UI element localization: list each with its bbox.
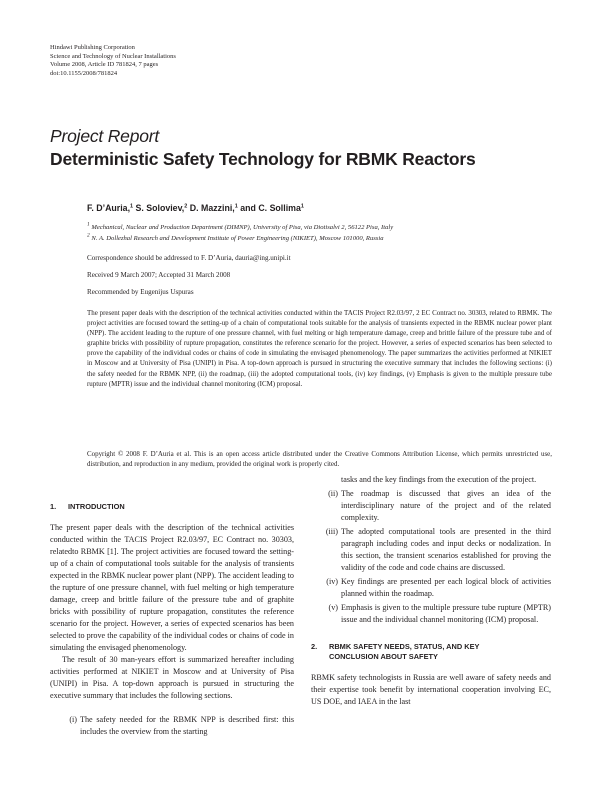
affiliation-sup: 2 [87, 232, 90, 239]
affiliation [87, 232, 384, 242]
section-title-line2: CONCLUSION ABOUT SAFETY [329, 652, 438, 661]
affiliation-sup: 1 [87, 221, 90, 228]
report-type: Project Report [50, 126, 160, 146]
affiliation [87, 221, 394, 231]
list-text: tasks and the key findings from the execution of the project. [341, 475, 537, 484]
author: S. Soloviev, [133, 203, 185, 213]
journal-info [50, 44, 176, 78]
list-text: The adopted computational tools are presented in the third paragraph including codes and input decks or nodalization. In this section, the transient scenarios established for proving the validity of the code and code chains are discussed. [341, 527, 551, 572]
paragraph: RBMK safety technologists in Russia are well aware of safety needs and their expertise took benefit by international cooperation involving EC, US DOE, and IAEA in the last [311, 673, 551, 706]
abstract: The present paper deals with the description of the technical activities conducted within the TACIS Project R2.03/97, 2 EC Contract no. 30303, related to RBMK. The project activities are focused toward the setting-up of a chain of computational tools suitable for the analysis of transients expected in the RBMK nuclear power plant (NPP). The accident leading to the rupture of one pressure channel, with fuel melting or high temperature damage, creep and brittle failure of the pressure tube and of graphite bricks with possibility of rupture propagation, constitutes the reference scenario for the project. However, a series of expected scenarios has been selected to prove the capability of the individual codes or chains of code in simulating the envisaged phenomenology. The paper summarizes the activities performed at NIKIET in Moscow and at University of Pisa (UNIPI) in Pisa. A top-down approach is pursued in structuring the executive summary that includes the following sections: (i) the safety needed for the RBMK NPP, (ii) the roadmap, (iii) the adopted computational tools, (iv) key findings, (v) Emphasis is given to the multiple pressure tube rupture (MPTR) issue and the individual channel monitoring (ICM) proposal. [87, 309, 552, 388]
left-column [50, 502, 294, 738]
author-sup: 1 [130, 203, 134, 210]
list-text: The safety needed for the RBMK NPP is described first: this includes the overview from the starting [80, 715, 294, 736]
correspondence: Correspondence should be addressed to F. D’Auria, dauria@ing.unipi.it [87, 254, 291, 262]
author-sup: 1 [234, 203, 238, 210]
list-label: (v) [328, 603, 338, 612]
list-label: (iv) [326, 577, 338, 586]
journal-name: Science and Technology of Nuclear Installations [50, 52, 176, 60]
list-text: Emphasis is given to the multiple pressure tube rupture (MPTR) issue and the individual channel monitoring (ICM) proposal. [341, 603, 551, 624]
section-heading [50, 502, 294, 512]
list-text: The roadmap is discussed that gives an idea of the interdisciplinary nature of the project and of the related complexity. [341, 489, 551, 522]
copyright: Copyright © 2008 F. D’Auria et al. This is an open access article distributed under the Creative Commons Attribution License, which permits unrestricted use, distribution, and reproduction in any medium, provided the original work is properly cited. [87, 450, 552, 469]
author-list [87, 203, 304, 213]
author-sup: 1 [300, 203, 304, 210]
list-label: (iii) [325, 527, 338, 536]
affiliation-text: N. A. Dollezhal Research and Development Institute of Power Engineering (NIKIET), Moscow 101000, Russia [89, 235, 384, 242]
list-item [311, 526, 551, 574]
section-number: 2. [311, 642, 318, 651]
paragraph: The result of 30 man-years effort is summarized hereafter including activities performed at NIKIET in Moscow and at University of Pisa (UNIPI) in Pisa. A top-down approach is pursued in structuring the executive summary that includes the following sections. [50, 655, 294, 700]
list-label: (ii) [328, 489, 338, 498]
list-label: (i) [69, 715, 77, 724]
section-number: 1. [50, 502, 57, 511]
author-sup: 2 [184, 203, 188, 210]
right-column [311, 474, 551, 708]
section-title: RBMK SAFETY NEEDS, STATUS, AND KEY [329, 642, 480, 651]
list-item [311, 488, 551, 524]
list-item [50, 714, 294, 738]
list-item-continued [311, 474, 551, 486]
volume-info: Volume 2008, Article ID 781824, 7 pages [50, 61, 159, 69]
doi: doi:10.1155/2008/781824 [50, 69, 118, 77]
dates: Received 9 March 2007; Accepted 31 March 2008 [87, 271, 231, 279]
author: F. D’Auria, [87, 203, 131, 213]
section-heading [311, 642, 551, 662]
list-item [311, 602, 551, 626]
author: and C. Sollima [237, 203, 301, 213]
affiliation-text: Mechanical, Nuclear and Production Department (DIMNP), University of Pisa, via Diotisalvi 2, 56122 Pisa, Italy [89, 224, 394, 231]
list-text: Key findings are presented per each logical block of activities planned within the roadmap. [341, 577, 551, 598]
author: D. Mazzini, [187, 203, 235, 213]
paragraph: The present paper deals with the description of the technical activities conducted within the TACIS Project R2.03/97, EC Contract no. 30303, relatedto RBMK [1]. The project activities are focused toward the setting-up of a chain of computational tools suitable for the analysis of transients expected in the RBMK nuclear power plant (NPP). The accident leading to the rupture of one pressure channel, with fuel melting or high temperature damage, creep and brittle failure of the pressure tube and of graphite bricks with possibility of rupture propagation, constitutes the reference scenario for the project. However, a series of expected scenarios has been selected to prove the capability of the individual codes or chains of code in simulating the envisaged phenomenology. [50, 523, 294, 652]
publisher: Hindawi Publishing Corporation [50, 44, 135, 51]
list-item [311, 576, 551, 600]
paper-title: Deterministic Safety Technology for RBMK Reactors [50, 149, 476, 169]
section-title: INTRODUCTION [68, 502, 125, 511]
recommended-by: Recommended by Eugenijus Uspuras [87, 288, 194, 296]
